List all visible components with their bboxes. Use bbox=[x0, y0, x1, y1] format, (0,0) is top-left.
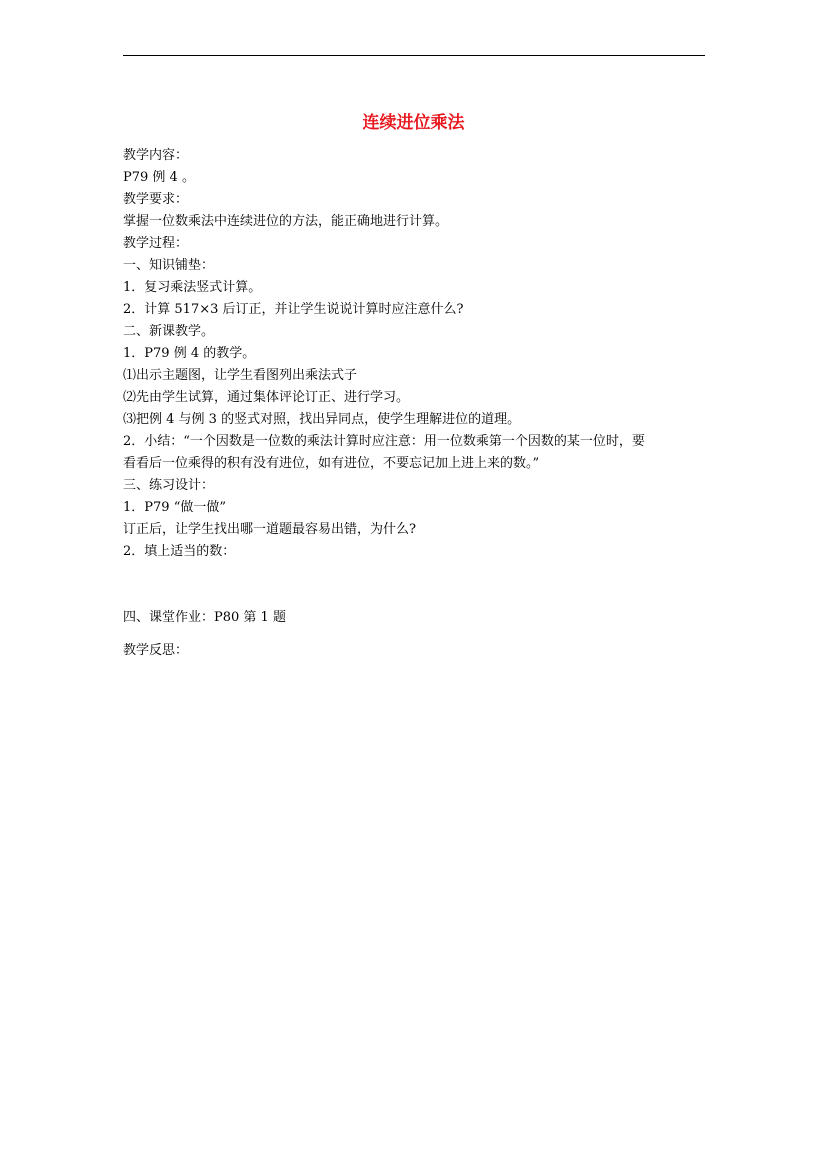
section-heading: 二、新课教学。 bbox=[123, 324, 215, 339]
text-line: P79 例 4 。 bbox=[123, 170, 195, 185]
text-line: 订正后，让学生找出哪一道题最容易出错，为什么? bbox=[123, 522, 416, 537]
text-line: 教学内容： bbox=[123, 148, 189, 163]
text-line: 1．P79 例 4 的教学。 bbox=[123, 346, 256, 361]
text-line: 1．P79 “做一做” bbox=[123, 500, 226, 515]
text-line: 2．计算 517×3 后订正，并让学生说说计算时应注意什么? bbox=[123, 302, 464, 317]
text-line: ⑴出示主题图，让学生看图列出乘法式子 bbox=[123, 368, 358, 383]
text-line: ⑵先由学生试算，通过集体评论订正、进行学习。 bbox=[123, 390, 410, 405]
homework-line: 四、课堂作业：P80 第 1 题 bbox=[123, 610, 286, 625]
document-title: 连续进位乘法 bbox=[362, 113, 465, 133]
text-line: 2．小结：“一个因数是一位数的乘法计算时应注意：用一位数乘第一个因数的某一位时，要 bbox=[123, 434, 645, 449]
blank-space bbox=[123, 629, 723, 640]
reflection-line: 教学反思： bbox=[123, 643, 189, 658]
blank-space bbox=[123, 563, 723, 607]
section-heading: 一、知识铺垫： bbox=[123, 258, 215, 273]
text-line: 掌握一位数乘法中连续进位的方法，能正确地进行计算。 bbox=[123, 214, 449, 229]
text-line: 看看后一位乘得的积有没有进位，如有进位，不要忘记加上进上来的数。” bbox=[123, 456, 540, 471]
section-heading: 三、练习设计： bbox=[123, 478, 215, 493]
text-line: 1．复习乘法竖式计算。 bbox=[123, 280, 262, 295]
text-line: 教学要求： bbox=[123, 192, 189, 207]
text-line: 教学过程： bbox=[123, 236, 189, 251]
text-line: ⑶把例 4 与例 3 的竖式对照，找出异同点，使学生理解进位的道理。 bbox=[123, 412, 521, 427]
document-body bbox=[123, 145, 723, 662]
text-line: 2．填上适当的数： bbox=[123, 544, 236, 559]
header-rule bbox=[123, 55, 705, 56]
